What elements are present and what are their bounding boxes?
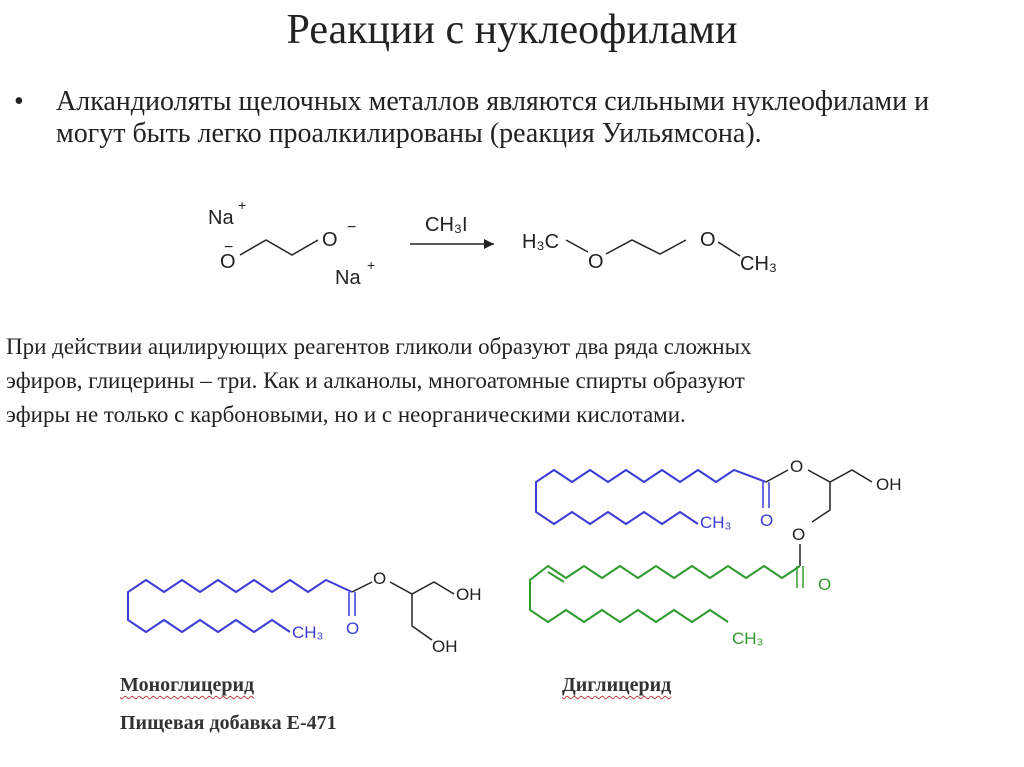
glycerol-backbone bbox=[808, 470, 872, 482]
ethane-bonds bbox=[240, 240, 318, 255]
diglyceride-structure bbox=[530, 457, 902, 648]
methyl-label: H₃C bbox=[522, 231, 560, 253]
unsaturated-chain bbox=[530, 566, 800, 622]
ester-oxygen: O bbox=[792, 525, 806, 544]
bullet-marker: • bbox=[14, 86, 24, 117]
glycerol-backbone bbox=[812, 482, 830, 522]
paragraph-line: При действии ацилирующих реагентов гликоли образуют два ряда сложных bbox=[6, 334, 752, 359]
carbonyl-oxygen: O bbox=[760, 511, 774, 530]
sodium-label: Na bbox=[335, 267, 361, 289]
carbonyl-oxygen: O bbox=[818, 575, 832, 594]
bullet-text: Алкандиоляты щелочных металлов являются сильными нуклеофилами и могут быть легко проалкилированы (реакция Уильямсона). bbox=[56, 86, 930, 149]
oxygen-label: O bbox=[220, 251, 236, 273]
food-additive-caption: Пищевая добавка Е-471 bbox=[120, 712, 337, 734]
minus-charge: − bbox=[347, 219, 357, 236]
bond-line bbox=[352, 582, 372, 592]
reaction-scheme bbox=[208, 197, 777, 289]
plus-charge: + bbox=[238, 197, 247, 213]
plus-charge: + bbox=[367, 257, 376, 273]
hydroxyl-label: OH bbox=[876, 475, 902, 494]
bond-line bbox=[606, 240, 686, 254]
bond-line bbox=[766, 470, 788, 482]
oxygen-label: O bbox=[588, 251, 604, 273]
glycerol-backbone bbox=[390, 582, 454, 594]
diglyceride-caption: Диглицерид bbox=[562, 674, 672, 696]
methyl-label: CH₃ bbox=[292, 623, 324, 642]
glycerol-backbone bbox=[412, 594, 432, 640]
saturated-chain bbox=[536, 470, 766, 524]
reagent-label: CH₃I bbox=[425, 214, 468, 236]
ester-oxygen: O bbox=[373, 569, 387, 588]
slide-title: Реакции с нуклеофилами bbox=[286, 7, 738, 53]
hydroxyl-label: OH bbox=[432, 637, 458, 656]
ester-oxygen: O bbox=[790, 457, 804, 476]
methyl-label: CH₃ bbox=[740, 253, 778, 275]
arrow-head-icon bbox=[484, 239, 494, 249]
oxygen-label: O bbox=[322, 229, 338, 251]
double-bond bbox=[548, 572, 564, 582]
paragraph-line: эфиров, глицерины – три. Как и алканолы, многоатомные спирты образуют bbox=[6, 368, 745, 393]
bond-line bbox=[566, 240, 588, 252]
hydroxyl-label: OH bbox=[456, 585, 482, 604]
methyl-label: CH₃ bbox=[732, 629, 764, 648]
monoglyceride-structure bbox=[128, 569, 482, 656]
bond-line bbox=[718, 242, 740, 256]
methyl-label: CH₃ bbox=[700, 513, 732, 532]
minus-charge: − bbox=[224, 239, 234, 256]
monoglyceride-caption: Моноглицерид bbox=[120, 674, 255, 696]
paragraph-line: эфиры не только с карбоновыми, но и с неорганическими кислотами. bbox=[6, 402, 686, 427]
oxygen-label: O bbox=[700, 229, 716, 251]
sodium-label: Na bbox=[208, 207, 234, 229]
carbonyl-oxygen: O bbox=[346, 619, 360, 638]
